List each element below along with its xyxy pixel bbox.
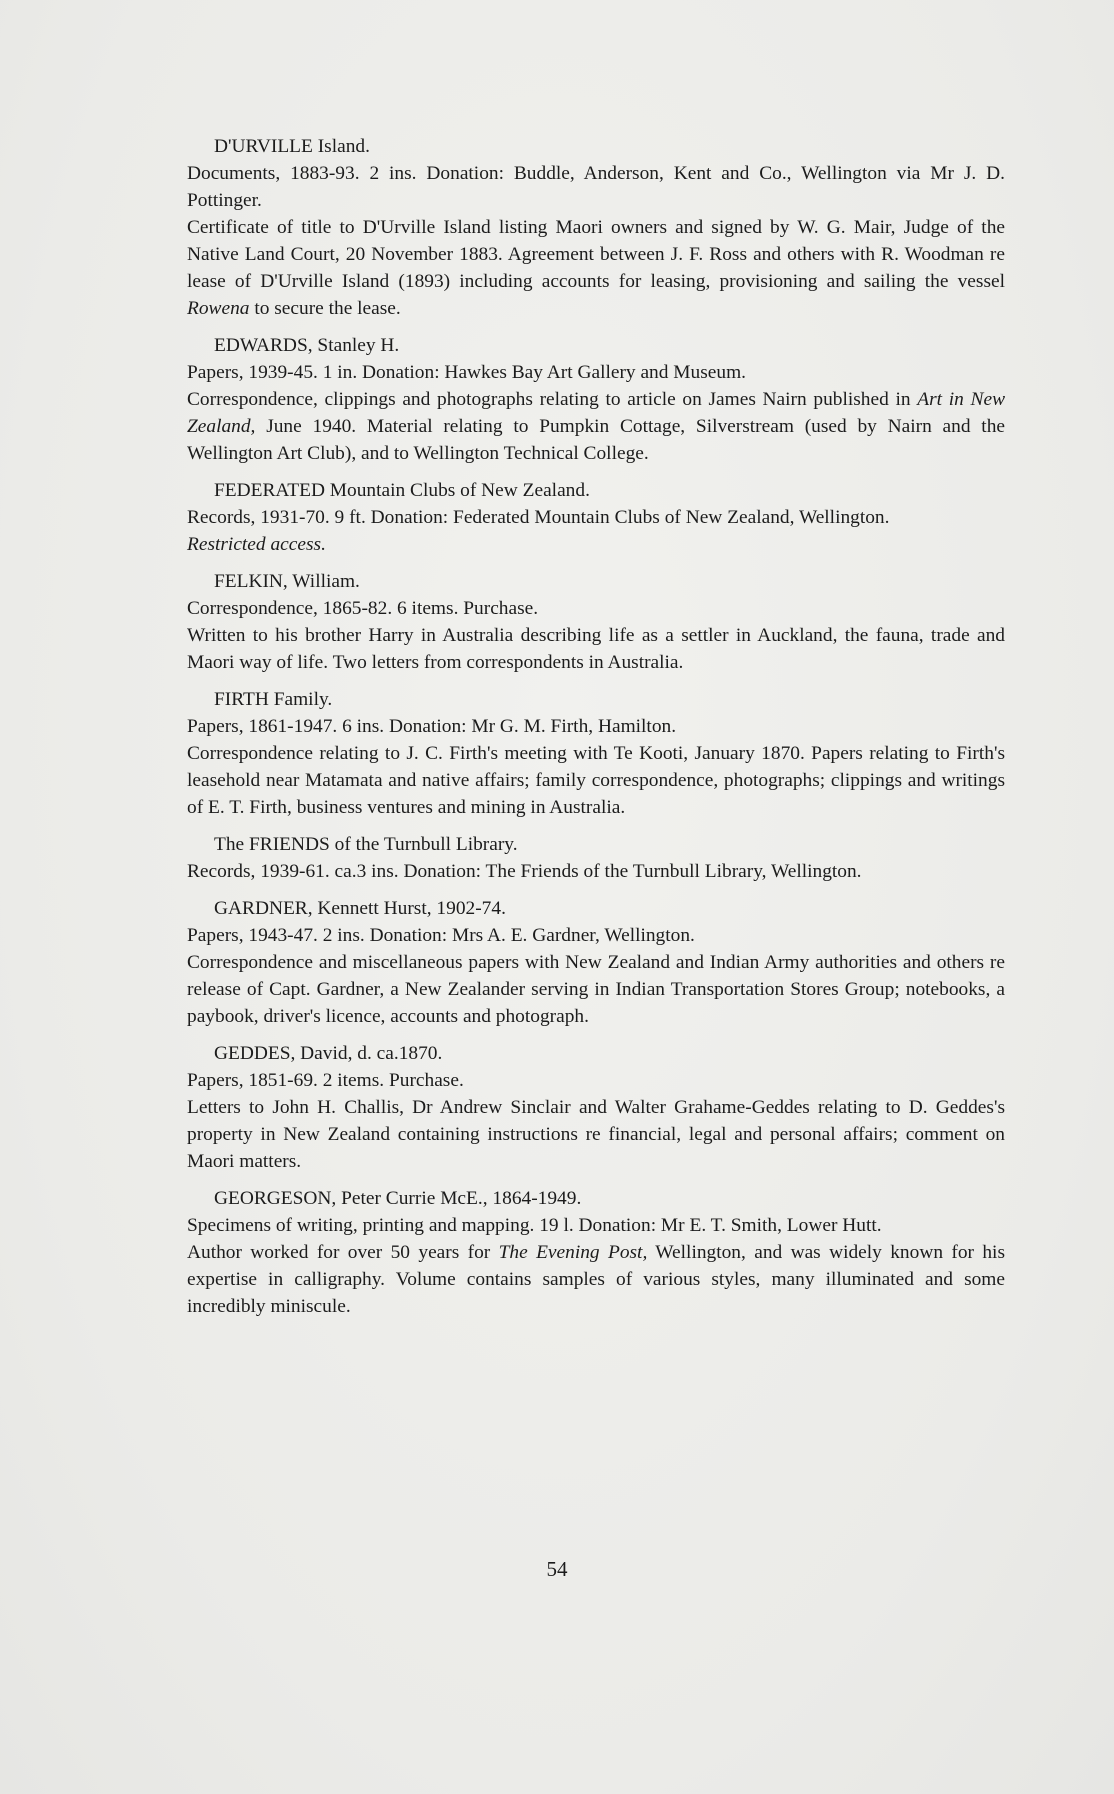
catalogue-entry-durville [187,133,1005,322]
catalogue-entry-edwards [187,332,1005,467]
entry-details: Specimens of writing, printing and mapping. 19 l. Donation: Mr E. T. Smith, Lower Hutt. [187,1215,882,1236]
entry-heading: D'URVILLE Island. [214,136,370,157]
entry-heading: GEORGESON, Peter Currie McE., 1864-1949. [214,1188,582,1209]
catalogue-entry-felkin [187,568,1005,676]
catalogue-entry-friends [187,831,1005,885]
catalogue-entry-geddes [187,1040,1005,1175]
entry-details: Documents, 1883-93. 2 ins. Donation: Buddle, Anderson, Kent and Co., Wellington via Mr J. D. Pottinger. [187,163,1005,211]
vessel-name: Rowena [187,298,250,319]
entry-details: Papers, 1861-1947. 6 ins. Donation: Mr G. M. Firth, Hamilton. [187,716,677,737]
description-text: June 1940. Material relating to Pumpkin Cottage, Silverstream (used by Nairn and the Wellington Art Club), and to Wellington Technical College. [187,416,1005,464]
entry-heading: FELKIN, William. [214,571,360,592]
entry-details: Papers, 1939-45. 1 in. Donation: Hawkes Bay Art Gallery and Museum. [187,362,747,383]
access-restriction-note: Restricted access. [187,534,326,555]
entry-details: Correspondence, 1865-82. 6 items. Purchase. [187,598,539,619]
description-text: Author worked for over 50 years for [187,1242,499,1263]
entry-heading: FEDERATED Mountain Clubs of New Zealand. [214,480,590,501]
entry-heading: GARDNER, Kennett Hurst, 1902-74. [214,898,506,919]
publication-title: Art in New Zealand, [187,389,1006,437]
entry-heading: The FRIENDS of the Turnbull Library. [214,834,518,855]
catalogue-entries [187,133,1005,1330]
publication-title: The Evening Post, [498,1242,648,1263]
entry-description [187,1239,1005,1320]
entry-heading: FIRTH Family. [214,689,333,710]
entry-description: Correspondence relating to J. C. Firth's meeting with Te Kooti, January 1870. Papers relating to Firth's leasehold near Matamata and native affairs; family correspondence, photographs; clippings and writings of E. T. Firth, business ventures and mining in Australia. [187,743,1005,818]
entry-details: Records, 1939-61. ca.3 ins. Donation: The Friends of the Turnbull Library, Wellington. [187,861,862,882]
description-text: Certificate of title to D'Urville Island listing Maori owners and signed by W. G. Mair, Judge of the Native Land Court, 20 November 1883. Agreement between J. F. Ross and others with R. Woodman re lease of D'Urville Island (1893) including accounts for leasing, provisioning and sailing the vessel [187,217,1005,292]
entry-description [187,214,1005,322]
entry-description: Correspondence and miscellaneous papers with New Zealand and Indian Army authorities and others re release of Capt. Gardner, a New Zealander serving in Indian Transportation Stores Group; notebooks, a paybook, driver's licence, accounts and photograph. [187,952,1005,1027]
catalogue-entry-gardner [187,895,1005,1030]
entry-description [187,386,1005,467]
entry-heading: EDWARDS, Stanley H. [214,335,400,356]
description-text: Correspondence, clippings and photographs relating to article on James Nairn published in [187,389,918,410]
page-number: 54 [546,1557,568,1581]
entry-details: Papers, 1851-69. 2 items. Purchase. [187,1070,464,1091]
entry-description: Written to his brother Harry in Australia describing life as a settler in Auckland, the fauna, trade and Maori way of life. Two letters from correspondents in Australia. [187,625,1005,673]
entry-details: Records, 1931-70. 9 ft. Donation: Federated Mountain Clubs of New Zealand, Wellington. [187,507,890,528]
catalogue-entry-georgeson [187,1185,1005,1320]
description-text: to secure the lease. [249,298,401,319]
catalogue-entry-firth [187,686,1005,821]
entry-heading: GEDDES, David, d. ca.1870. [214,1043,443,1064]
description-text: Wellington, and was widely known for his expertise in calligraphy. Volume contains samples of various styles, many illuminated and some incredibly miniscule. [187,1242,1005,1317]
catalogue-entry-federated [187,477,1005,558]
entry-description: Letters to John H. Challis, Dr Andrew Sinclair and Walter Grahame-Geddes relating to D. Geddes's property in New Zealand containing instructions re financial, legal and personal affairs; comment on Maori matters. [187,1097,1005,1172]
entry-details: Papers, 1943-47. 2 ins. Donation: Mrs A. E. Gardner, Wellington. [187,925,695,946]
